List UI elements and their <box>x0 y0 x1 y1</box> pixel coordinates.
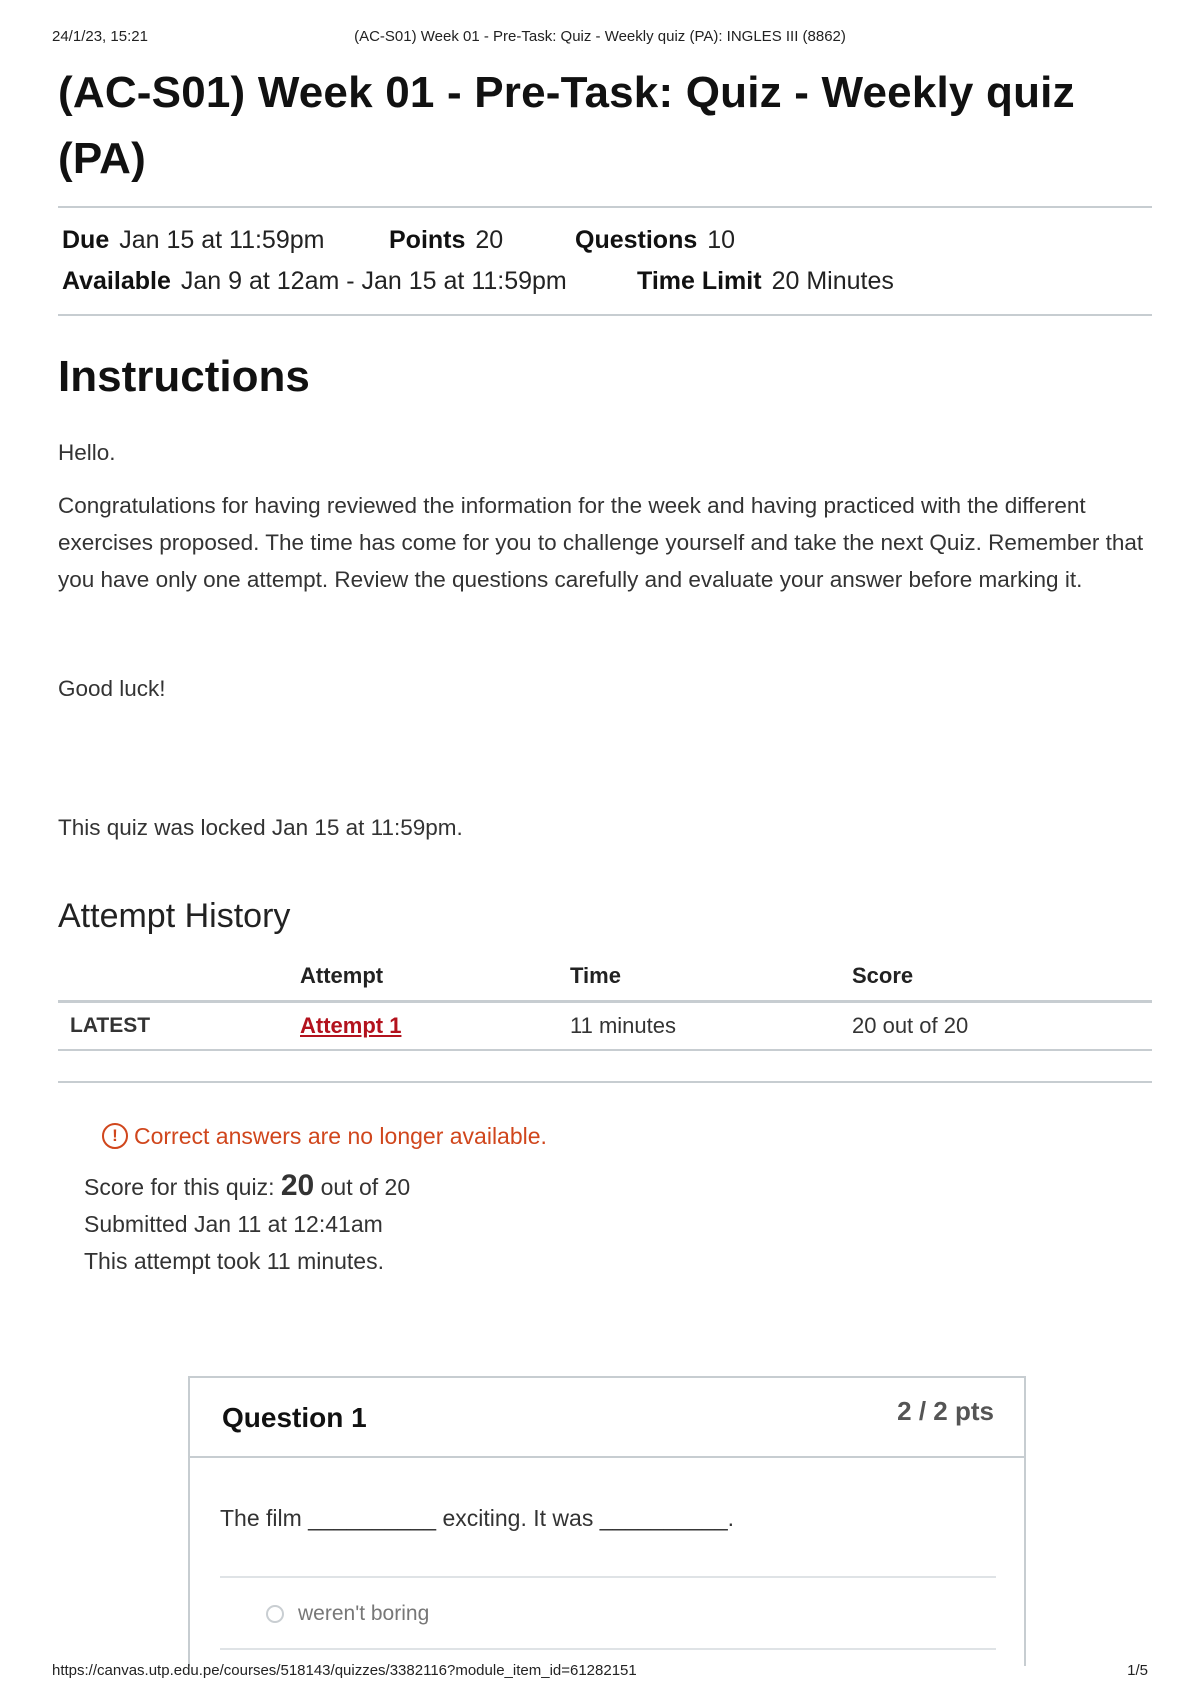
quiz-score <box>84 1167 1152 1206</box>
score-suffix: out of 20 <box>314 1174 411 1200</box>
table-row <box>58 1002 1152 1051</box>
submitted-time: Submitted Jan 11 at 12:41am <box>84 1211 383 1237</box>
question-text: The film __________ exciting. It was __________. <box>220 1505 735 1531</box>
due-date <box>62 226 324 255</box>
answer-option <box>266 1602 996 1626</box>
instructions-heading: Instructions <box>58 352 310 401</box>
print-footer <box>52 1662 1148 1682</box>
instructions-hello: Hello. <box>58 440 116 465</box>
print-doc-title: (AC-S01) Week 01 - Pre-Task: Quiz - Weekly quiz (PA): INGLES III (8862) <box>354 28 846 45</box>
column-header-score: Score <box>852 960 1152 1002</box>
due-label: Due <box>62 226 110 254</box>
attempt-history-table <box>58 960 1152 1051</box>
points-label: Points <box>389 226 466 254</box>
radio-icon <box>266 1605 284 1623</box>
answer-option-label: weren't boring <box>298 1602 430 1625</box>
quiz-details <box>58 208 1152 314</box>
points <box>389 226 503 255</box>
print-header <box>52 28 1148 48</box>
time-limit <box>637 267 894 296</box>
available-label: Available <box>62 267 171 295</box>
latest-badge: LATEST <box>58 1002 300 1051</box>
print-url: https://canvas.utp.edu.pe/courses/518143/quizzes/3382116?module_item_id=61282151 <box>52 1662 637 1679</box>
divider <box>58 314 1152 316</box>
locked-notice: This quiz was locked Jan 15 at 11:59pm. <box>58 815 463 840</box>
score-summary <box>84 1167 1152 1280</box>
column-header-time: Time <box>570 960 852 1002</box>
available-value: Jan 9 at 12am - Jan 15 at 11:59pm <box>180 267 567 295</box>
attempt-duration: This attempt took 11 minutes. <box>84 1248 384 1274</box>
column-header-attempt: Attempt <box>300 960 570 1002</box>
table-header-row <box>58 960 1152 1002</box>
question-card <box>188 1376 1026 1666</box>
instructions-good-luck: Good luck! <box>58 676 166 701</box>
page-title: (AC-S01) Week 01 - Pre-Task: Quiz - Weekly quiz (PA) <box>58 68 1075 183</box>
column-header-tag <box>58 960 300 1002</box>
notice-text: Correct answers are no longer available. <box>134 1123 547 1149</box>
question-title: Question 1 <box>222 1402 367 1433</box>
instructions-body: Congratulations for having reviewed the information for the week and having practiced with the different exercises proposed. The time has come for you to challenge yourself and take the next Quiz. Remember that you have only one attempt. Review the questions carefully and evaluate your answer before marking it. <box>58 493 1144 592</box>
score-prefix: Score for this quiz: <box>84 1174 281 1200</box>
divider <box>220 1576 996 1578</box>
questions-value: 10 <box>707 226 736 254</box>
score-cell: 20 out of 20 <box>852 1002 1152 1051</box>
availability <box>62 267 567 296</box>
points-value: 20 <box>475 226 504 254</box>
time-cell: 11 minutes <box>570 1002 852 1051</box>
question-points: 2 / 2 pts <box>897 1396 994 1426</box>
divider <box>220 1648 996 1650</box>
question-body <box>190 1502 1024 1650</box>
time-limit-label: Time Limit <box>637 267 762 295</box>
main-content <box>58 60 1152 1280</box>
score-value: 20 <box>280 1169 315 1202</box>
attempt-history-heading: Attempt History <box>58 897 291 935</box>
correct-answers-notice <box>102 1119 1152 1153</box>
due-value: Jan 15 at 11:59pm <box>119 226 325 254</box>
page-number: 1/5 <box>1127 1662 1148 1679</box>
warning-icon: ! <box>102 1123 128 1149</box>
attempt-1-link[interactable]: Attempt 1 <box>300 1013 402 1038</box>
divider <box>58 1081 1152 1083</box>
attempt-cell <box>300 1002 570 1051</box>
questions-label: Questions <box>575 226 698 254</box>
print-datetime: 24/1/23, 15:21 <box>52 28 148 45</box>
question-header <box>190 1378 1024 1458</box>
question-count <box>575 226 735 255</box>
time-limit-value: 20 Minutes <box>771 267 894 295</box>
